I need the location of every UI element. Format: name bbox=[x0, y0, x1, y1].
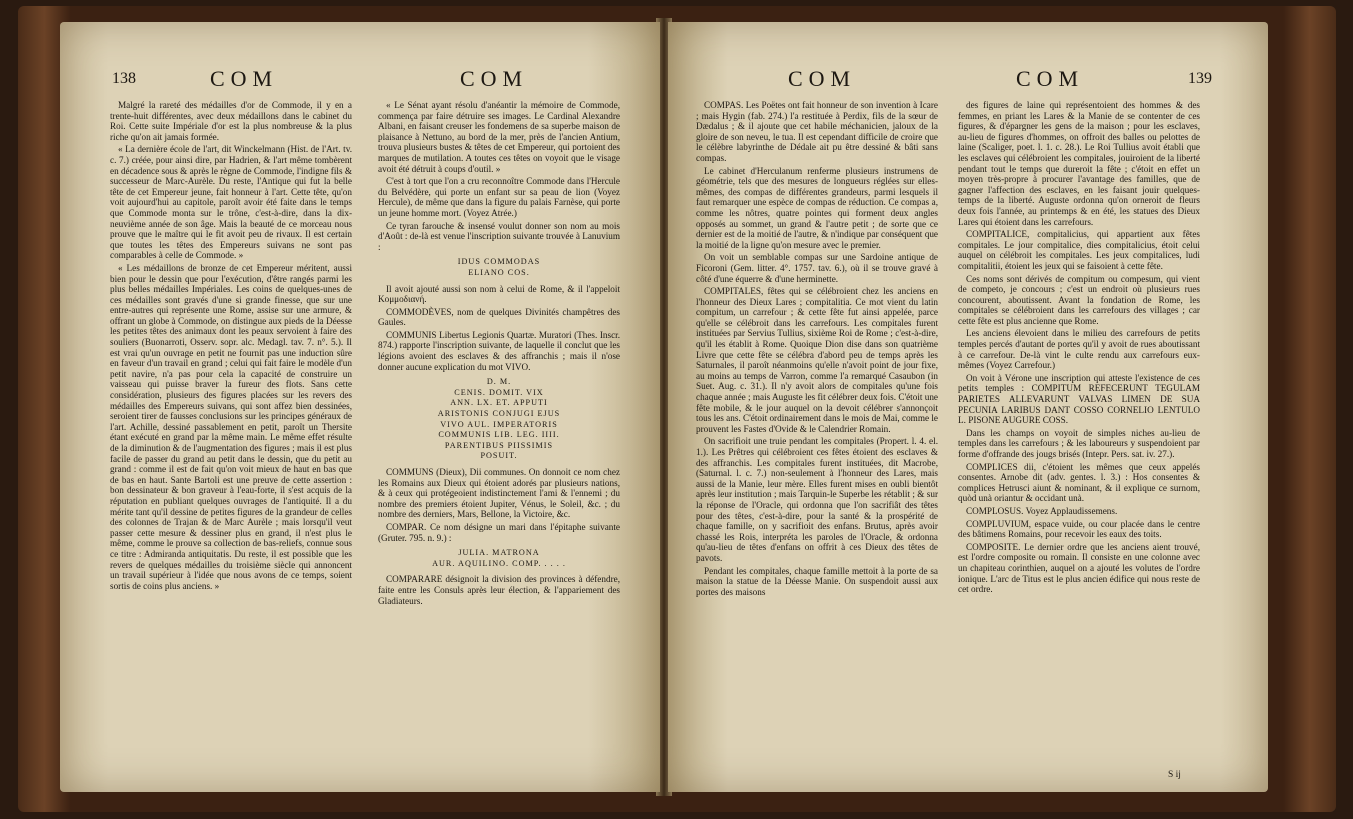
inscription-line: ANN. LX. ET. APPUTI bbox=[450, 398, 548, 408]
paragraph: On sacrifioit une truie pendant les compitales (Propert. l. 4. el. 1.). Les Prêtres qui célébroient ces fêtes étoient des esclaves & des affranchis. Les compitales furent instituées, dit Macrobe, (Saturnal. l. c. 7.) non-seulement à l'honneur des Lares, mais aussi de la Manie, leur mère. Elles furent mises en oubli bientôt après leur institution ; mais Tarquin-le Superbe les rétablit ; & sur la réponse de l'Oracle, qui ordonna que l'on sacrifiât des têtes pour des têtes, c'est-à-dire, pour la santé & la prospérité de chaque famille, on y sacrifioit des enfans. Brutus, après avoir chassé les Rois, interpréta les paroles de l'Oracle, & ordonna qu'au-lieu de têtes d'enfans on offrit à ces Dieux des têtes de pavots. bbox=[696, 436, 938, 563]
paragraph: COMMUNS (Dieux), Dii communes. On donnoit ce nom chez les Romains aux Dieux qui étoient adorés par plusieurs nations, & à ceux qui protégeoient indistinctement l'ami & l'ennemi ; du nombre des premiers étoient Jupiter, Vénus, le Soleil, &c. ; du nombre des derniers, Mars, Bellone, la Victoire, &c. bbox=[378, 467, 620, 520]
paragraph: « Les médaillons de bronze de cet Empereur méritent, aussi bien pour le dessin que pour l'exécution, d'être rangés parmi les plus belles médailles Impériales. Les coins de quelques-unes de ces médailles sont gravés d'une si grande finesse, que sur une entre-autres qui représente une Rome, assise sur une armure, & offrant un globe à Commode, on distingue aux pieds de la Déesse les petites têtes des animaux dont les peaux servoient à faire des souliers (Buonarroti, Osserv. sopr. alc. Medagl. tav. 7. n°. 5.). Il est vrai qu'un ouvrage en petit ne fournit pas une induction sûre en faveur d'un travail en grand ; celui qui fait faire le modèle d'un petit navire, n'a pas pour cela la capacité de construire un vaisseau qui puisse braver la fureur des flots. Sans cette considération, plusieurs des figures placées sur les revers des médailles des Empereurs suivans, qui sont affez bien dessinées, seroient tirer de fausses conclusions sur les principes généraux de l'art. Achille, dessiné passablement en petit, paroît un Thersite étant exécuté en grand par la même main. Le même effet résulte de la diminution & de l'augmentation des figures ; mais il est plus facile de passer du grand au petit dans le dessin, que du petit au grand : comme il est de fait qu'on voit mieux de haut en bas que de bas en haut. Sante Bartoli est une preuve de cette assertion : bon dessinateur & bon graveur à l'eau-forte, il s'est acquis de la réputation en publiant quelques ouvrages de l'antiquité. Il a du mérite tant qu'il dessine de petites figures de la grandeur de celles des colonnes de Trajan & de Marc Aurèle ; mais lorsqu'il veut passer cette mesure & dessiner plus en grand, il n'est plus le même, comme le prouve sa collection de bas-reliefs, connue sous ce titre : Admiranda antiquitatis. Du reste, il est possible que les revers de quelques médailles du troisième siècle qui annoncent un travail supérieur à l'idée que nous avons de ce temps, soient sortis de coins plus anciens. » bbox=[110, 262, 352, 591]
paragraph: COMPARARE désignoit la division des provinces à défendre, faite entre les Consuls après leur élection, & l'appariement des Gladiateurs. bbox=[378, 574, 620, 606]
inscription bbox=[378, 257, 620, 278]
paragraph: COMMUNIS Libertus Legionis Quartæ. Muratori (Thes. Inscr. 874.) rapporte l'inscription suivante, de laquelle il conclut que les légions avoient des esclaves & des affranchis ; mais il n'ose donner aucune explication du mot VIVO. bbox=[378, 329, 620, 372]
paragraph: Dans les champs on voyoit de simples niches au-lieu de temples dans les carrefours ; & les laboureurs y suspendoient par forme d'offrande des jougs brisés (Intepr. Pers. sat. iv. 27.). bbox=[958, 427, 1200, 459]
inscription-line: ARISTONIS CONJUGI EJUS bbox=[437, 409, 561, 419]
paragraph: COMPITALICE, compitalicius, qui appartient aux fêtes compitales. Le jour compitalice, dies compitalicius, étoit celui auquel on célébroit les compitales. Les jeux compitalices, ludi compitalitii, étoient les jeux qui se faisoient à cette fête. bbox=[958, 229, 1200, 271]
right-running-head-1: COM bbox=[788, 66, 857, 91]
right-page-column-1 bbox=[696, 100, 938, 599]
inscription-line: ELIANO COS. bbox=[468, 267, 530, 277]
paragraph: des figures de laine qui représentoient des hommes & des femmes, en priant les Lares & la Manie de se contenter de ces figures, & d'épargner les gens de la maison ; pour les esclaves, au-lieu de figures d'hommes, on offroit des balles ou pelottes de laine (Scaliger, poet. l. 1. c. 28.). Le Roi Tullius avoit établi que les esclaves qui célébroient les compitales, jouiroient de la liberté pendant tout le temps que dureroit la fête ; c'étoit en effet un moyen très-propre à procurer l'avantage des familles, que de gagner l'affection des esclaves, en les faisant jouir quelques-temps de la liberté. Auguste ordonna qu'on orneroit de fleurs deux fois l'année, au printemps & en été, les statues des Dieux Lares qui étoient dans les carrefours. bbox=[958, 100, 1200, 227]
inscription bbox=[378, 548, 620, 569]
left-page-number: 138 bbox=[112, 70, 136, 87]
paragraph: COMPAR. Ce nom désigne un mari dans l'épitaphe suivante (Gruter. 795. n. 9.) : bbox=[378, 521, 620, 543]
paragraph: COMPLUVIUM, espace vuide, ou cour placée dans le centre des bâtimens Romains, pour recevoir les eaux des toits. bbox=[958, 518, 1200, 540]
left-page-column-1 bbox=[110, 100, 352, 593]
signature-mark: S ij bbox=[1168, 770, 1181, 780]
paragraph: Malgré la rareté des médailles d'or de Commode, il y en a trente-huit différentes, avec deux médaillons dans le cabinet du Roi. Cette suite Impériale d'or est la plus nombreuse & la plus riche qu'on ait jamais formée. bbox=[110, 100, 352, 142]
paragraph: Pendant les compitales, chaque famille mettoit à la porte de sa maison la statue de la Déesse Manie. On suspendoit aussi aux portes des maisons bbox=[696, 565, 938, 597]
right-page-number: 139 bbox=[1188, 70, 1212, 87]
right-page-column-2 bbox=[958, 100, 1200, 597]
inscription-line: CENIS. DOMIT. VIX bbox=[454, 387, 544, 397]
paragraph: COMMODÈVES, nom de quelques Divinités champêtres des Gaules. bbox=[378, 306, 620, 328]
paragraph: COMPOSITE. Le dernier ordre que les anciens aient trouvé, est l'ordre composite ou romain. Il consiste en une colonne avec un chapiteau corinthien, auquel on a ajouté les volutes de l'ordre ionique. L'arc de Titus est le plus ancien édifice qui nous reste de cet ordre. bbox=[958, 541, 1200, 595]
paragraph: Ce tyran farouche & insensé voulut donner son nom au mois d'Août : de-là est venue l'inscription suivante trouvée à Lanuvium : bbox=[378, 220, 620, 252]
paragraph: COMPITALES, fêtes qui se célébroient chez les anciens en l'honneur des Dieux Lares ; compitalitia. Ce mot vient du latin compitum, un carrefour ; & cette fête fut ainsi appelée, parce qu'elle se célébroit dans les carrefours. Les compitales furent instituées par Servius Tullius, sixième Roi de Rome ; c'est-à-dire, qu'il les établit à Rome. Quoique Dion dise dans son quatrième Livre que cette fête se célébra d'abord peu de temps après les Saturnales, il paroît néanmoins qu'elle n'avoit point de jour fixe, au moins au temps de Varron, comme l'a remarqué Casaubon (in Suet. Aug. c. 31.). Il n'y avoit alors de compitales qu'une fois chaque année ; mais Auguste les fit célébrer deux fois. C'étoit une fête mobile, & le jour auquel on la devoit célébrer s'annonçoit tous les ans. C'étoit ordinairement dans le mois de Mai, comme le prouvent les Fastes d'Ovide & le Calendrier Romain. bbox=[696, 286, 938, 434]
paragraph: C'est à tort que l'on a cru reconnoître Commode dans l'Hercule du Belvédère, qui porte un enfant sur sa peau de lion (Voyez Hercule), de même que dans la figure du palais Farnèse, qui porte un jeune homme mort. (Voyez Atrée.) bbox=[378, 176, 620, 218]
paragraph: Ces noms sont dérivés de compitum ou compesum, qui vient de competo, je concours ; c'est un endroit où plusieurs rues concourent, aboutissent. Avant la fondation de Rome, les compitales se célébroient dans les carrefours des villages ; car cette fête est plus ancienne que Rome. bbox=[958, 273, 1200, 326]
paragraph: COMPLICES dii, c'étoient les mêmes que ceux appelés consentes. Arnobe dit (adv. gentes. l. 3.) : Hos consentes & complices Hetrusci aiunt & nominant, & il explique ce surnom, quòd unà oriantur & occidant unà. bbox=[958, 461, 1200, 504]
right-page bbox=[668, 22, 1268, 792]
inscription bbox=[378, 377, 620, 462]
paragraph: Les anciens élevoient dans le milieu des carrefours de petits temples percés d'autant de portes qu'il y avoit de rues aboutissant à ce carrefour. De-là vint le culte rendu aux carrefours eux-mêmes (Voyez Carrefour.) bbox=[958, 328, 1200, 371]
paragraph: Il avoit ajouté aussi son nom à celui de Rome, & il l'appeloit Κομμοδιανή. bbox=[378, 283, 620, 305]
left-running-head-2: COM bbox=[460, 66, 529, 91]
right-running-head-2: COM bbox=[1016, 66, 1085, 91]
inscription-line: POSUIT. bbox=[480, 451, 518, 461]
inscription-line: IDUS COMMODAS bbox=[457, 257, 541, 267]
paragraph: On voit à Vérone une inscription qui atteste l'existence de ces petits temples : COMPITUM REFECERUNT TEGULAM PARIETES ALLEVARUNT VALVAS LIMEN DE SUA PECUNIA LARIBUS DANT COSSO CORNELIO LENTULO L. PISONE AUGURE COSS. bbox=[958, 372, 1200, 426]
left-page bbox=[60, 22, 660, 792]
inscription-line: PARENTIBUS PIISSIMIS bbox=[444, 440, 554, 450]
paragraph: COMPAS. Les Poëtes ont fait honneur de son invention à Icare ; mais Hygin (fab. 274.) l'a restituée à Perdix, fils de la sœur de Dædalus ; & il ajoute que cet habile méchanicien, jaloux de la gloire de son neveu, le tua. Il est cependant difficile de croire que le célèbre labyrinthe de Dédale ait pu être dessiné & bâti sans compas. bbox=[696, 100, 938, 163]
inscription-line: D. M. bbox=[486, 377, 512, 387]
left-running-head-1: COM bbox=[210, 66, 279, 91]
paragraph: Le cabinet d'Herculanum renferme plusieurs instrumens de géométrie, tels que des mesures de longueurs réglées sur elles-mêmes, des compas de différentes grandeurs, parmi lesquels il faut remarquer une espèce de compas de réduction. Ce compas a, comme les nôtres, quatre pointes qui forment deux angles opposés au sommet, un grand & l'autre petit ; de sorte que ce dernier est de la moitié de l'autre, & n'indique par conséquent que la moitié de la ligne qu'on mesure avec le premier. bbox=[696, 165, 938, 250]
left-page-column-2 bbox=[378, 100, 620, 608]
inscription-line: AUR. AQUILINO. COMP. . . . . bbox=[432, 558, 566, 568]
paragraph: « Le Sénat ayant résolu d'anéantir la mémoire de Commode, commença par faire détruire ses images. Le Cardinal Alexandre Albani, en faisant creuser les fondemens de sa superbe maison de plaisance à Nettuno, au bord de la mer, près de l'ancien Antium, trouva plusieurs bustes & têtes de cet Empereur, qui portoient des marques de mutilation. A toutes ces têtes on voyoit que le visage avoit été détruit à coups d'outil. » bbox=[378, 100, 620, 174]
right-page-header bbox=[668, 66, 1268, 96]
paragraph: « La dernière école de l'art, dit Winckelmann (Hist. de l'Art. tv. c. 7.) créée, pour ainsi dire, par Hadrien, & l'art même tombèrent en décadence sous & après le règne de Commode, l'indigne fils & successeur de Marc-Aurèle. Du reste, l'Antique qui fut la belle tête de cet Empereur jeune, fait honneur à l'art. Cette tête, qu'on voit aujourd'hui au capitole, paroît avoir été faite dans le temps que Commode monta sur le trône, c'est-à-dire, dans la dix-neuvième année de son âge. Mais la beauté de ce morceau nous prouve que le maître qui le fit avoit peu de rivaux. Il est certain que toutes les têtes des Empereurs suivans ne sont pas comparables à celle de Commode. » bbox=[110, 144, 352, 261]
left-page-header bbox=[60, 66, 660, 96]
inscription-line: JULIA. MATRONA bbox=[458, 548, 540, 558]
paragraph: On voit un semblable compas sur une Sardoine antique de Ficoroni (Gem. litter. 4°. 1757. tav. 6.), où il se trouve gravé à côté d'une équerre & d'une herminette. bbox=[696, 252, 938, 284]
paragraph: COMPLOSUS. Voyez Applaudissemens. bbox=[966, 505, 1118, 516]
inscription-line: COMMUNIS LIB. LEG. IIII. bbox=[438, 430, 560, 440]
inscription-line: VIVO AUL. IMPERATORIS bbox=[440, 419, 558, 429]
